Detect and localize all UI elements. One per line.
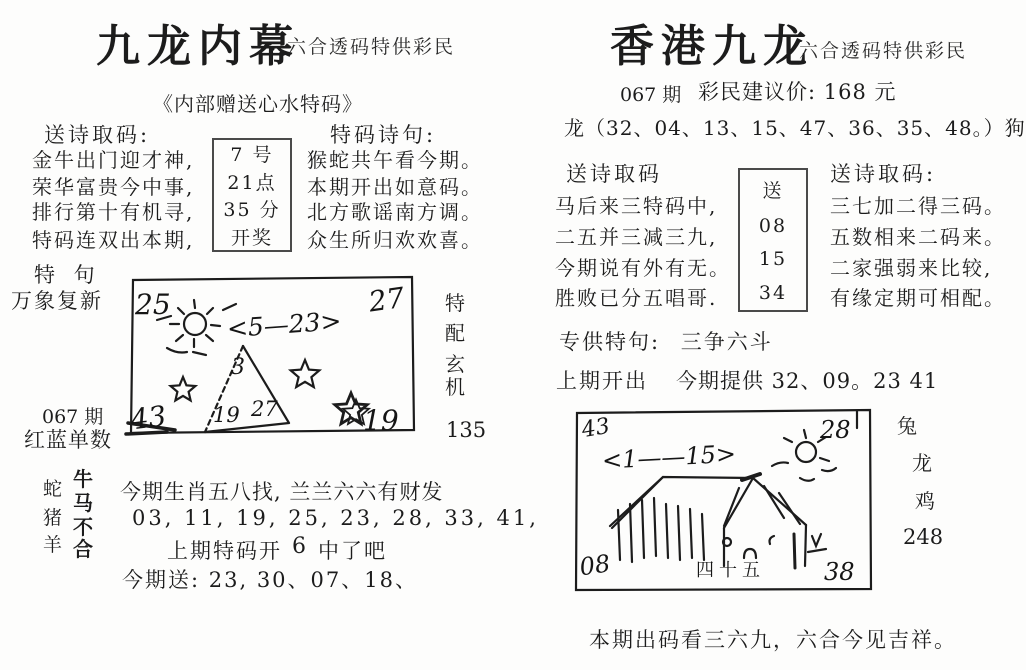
zodiac-char: 猪 — [43, 507, 63, 529]
poem-line: 今期说有外有无。 — [555, 256, 731, 280]
last-issue-prefix: 上期特码开 — [167, 539, 282, 563]
zodiac-char: 牛 — [73, 467, 93, 491]
side-zodiac-char: 鸡 — [915, 489, 935, 513]
right-page-title: 香港九龙 — [610, 21, 814, 72]
house-number-text: 四十五 — [696, 560, 765, 581]
right-issue-label: 067 期 — [620, 84, 682, 106]
zodiac-char: 蛇 — [43, 478, 63, 500]
gift-box-line: 34 — [758, 282, 788, 305]
sketch-range-note: <5—23> — [225, 306, 343, 344]
sketch-corner-tl: 25 — [135, 288, 171, 321]
poem-line: 众生所归欢欢喜。 — [307, 228, 483, 252]
left-issue-sub: 红蓝单数 — [24, 428, 112, 452]
side-vertical-char: 玄 — [445, 352, 465, 376]
side-zodiac-char: 龙 — [912, 451, 932, 475]
bottom-line: 本期出码看三六九，六合今见吉祥。 — [589, 628, 957, 652]
right-poem-left-header: 送诗取码 — [566, 162, 662, 186]
te-ju-value: 万象复新 — [11, 289, 103, 313]
side-vertical-char: 机 — [445, 375, 465, 399]
draw-time-box — [212, 138, 292, 252]
sketch-corner-bl: 43 — [128, 399, 169, 437]
hint-line: 今期生肖五八找, 兰兰六六有财发 — [120, 480, 444, 504]
special-phrase-value: 三争六斗 — [680, 330, 773, 354]
last-issue-number: 6 — [292, 534, 308, 559]
star-icon — [291, 360, 320, 387]
special-phrase-label: 专供特句: — [559, 330, 661, 354]
zodiac-char: 羊 — [43, 534, 63, 556]
gift-box-line: 送 — [762, 179, 784, 202]
left-banner: 《内部赠送心水特码》 — [153, 92, 363, 116]
poem-line: 马后来三特码中, — [555, 194, 718, 218]
te-ju-label: 特 句 — [34, 263, 101, 287]
draw-time-line: 7 号 — [230, 144, 274, 167]
poem-line: 金牛出门迎才神, — [32, 148, 195, 172]
house-sketch — [610, 474, 826, 568]
zodiac-char: 不 — [73, 515, 93, 539]
numbers-line: 03, 11, 19, 25, 23, 28, 33, 41, — [132, 506, 539, 530]
gift-box-line: 15 — [758, 248, 788, 271]
triangle-number-right: 27 — [251, 397, 278, 421]
left-side-number: 135 — [446, 418, 487, 442]
left-poem-right-header: 特码诗句: — [330, 123, 437, 147]
poem-line: 荣华富贵今中事, — [32, 175, 195, 199]
sketch-corner-bl: 08 — [577, 549, 613, 582]
sketch-range-note: <1——15> — [601, 439, 737, 475]
poem-line: 猴蛇共午看今期。 — [307, 148, 483, 172]
right-side-number: 248 — [903, 525, 944, 549]
sketch-corner-tl: 43 — [579, 413, 612, 444]
poem-line: 有缘定期可相配。 — [830, 286, 1006, 310]
poem-line: 二家强弱来比较, — [830, 256, 993, 280]
left-page-title: 九龙内幕 — [96, 21, 300, 72]
draw-time-line: 21点 — [227, 171, 277, 194]
left-sketch — [123, 272, 421, 440]
right-zodiac-line: 龙（32、04、13、15、47、36、35、48。）狗 — [564, 116, 1026, 140]
right-page-subtitle: 六合透码特供彩民 — [799, 40, 968, 62]
side-vertical-char: 配 — [445, 321, 465, 345]
special-phrase-line — [559, 326, 773, 356]
left-poem-left-header: 送诗取码: — [44, 123, 151, 147]
zodiac-char: 合 — [73, 537, 93, 561]
last-issue-suffix: 中了吧 — [318, 539, 387, 563]
sketch-corner-tr: 27 — [366, 280, 407, 319]
gift-line: 今期送: 23, 30、07、18、 — [122, 568, 418, 592]
sketch-corner-tr: 28 — [820, 416, 851, 444]
left-issue-label: 067 期 — [42, 406, 104, 428]
offer-line: 今期提供 32、09。23 41 — [676, 369, 939, 393]
gift-number-box — [738, 168, 808, 312]
last-issue-line — [167, 535, 387, 565]
poem-line: 排行第十有机寻, — [32, 200, 195, 224]
side-zodiac-char: 兔 — [897, 414, 917, 438]
right-sketch — [574, 408, 874, 592]
price-line: 彩民建议价: 168 元 — [698, 80, 897, 104]
poem-line: 本期开出如意码。 — [307, 175, 483, 199]
left-page-subtitle: 六合透码特供彩民 — [287, 36, 456, 58]
last-open-label: 上期开出 — [556, 369, 648, 393]
triangle-number-left: 19 — [213, 403, 240, 427]
triangle-number-top: 3 — [231, 355, 245, 380]
poem-line: 特码连双出本期, — [32, 228, 195, 252]
gift-box-line: 08 — [758, 214, 788, 237]
poem-line: 二五并三减三九, — [555, 225, 718, 249]
star-icon — [171, 377, 196, 401]
poem-line: 北方歌谣南方调。 — [307, 200, 483, 224]
side-vertical-char: 特 — [445, 291, 465, 315]
poem-line: 胜败已分五唱哥. — [555, 286, 718, 310]
poem-line: 五数相来二码来。 — [830, 225, 1006, 249]
zodiac-char: 马 — [73, 491, 93, 515]
poem-line: 三七加二得三码。 — [830, 194, 1006, 218]
right-poem-right-header: 送诗取码: — [830, 162, 937, 186]
draw-time-line: 35 分 — [223, 199, 281, 222]
draw-time-line: 开奖 — [230, 226, 273, 249]
sketch-corner-br: 38 — [824, 558, 855, 586]
sketch-corner-br: 19 — [363, 404, 399, 437]
